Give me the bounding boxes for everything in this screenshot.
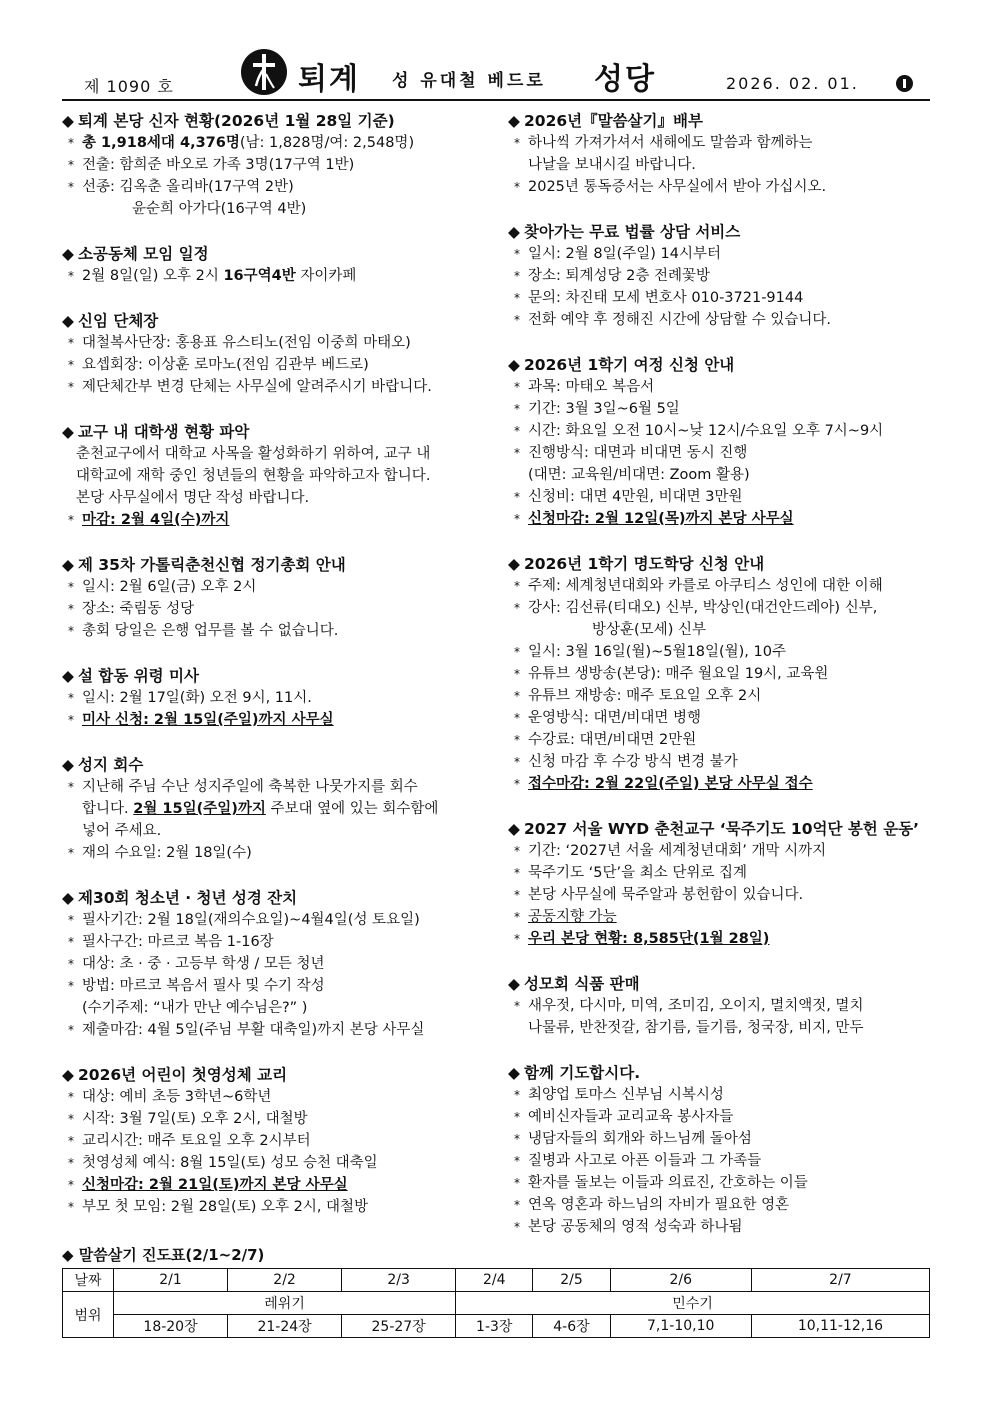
list-item: * 최양업 토마스 신부님 시복시성 bbox=[508, 1084, 938, 1106]
list-item: * 묵주기도 ‘5단’을 최소 단위로 집계 bbox=[508, 862, 938, 884]
list-item: * 우리 본당 현황: 8,585단(1월 28일) bbox=[508, 928, 938, 950]
list-item: * 과목: 마태오 복음서 bbox=[508, 376, 938, 398]
section-title: ◆ 퇴계 본당 신자 현황(2026년 1월 28일 기준) bbox=[62, 112, 395, 130]
table-cell-range: 18-20장 bbox=[114, 1315, 228, 1338]
section-bible-festival bbox=[62, 887, 492, 1041]
star-bullet-icon: * bbox=[514, 490, 520, 504]
star-bullet-icon: * bbox=[514, 777, 520, 791]
diamond-bullet-icon: ◆ bbox=[62, 1246, 79, 1264]
list-item: * 첫영성체 예식: 8월 15일(토) 성모 승천 대축일 bbox=[62, 1152, 492, 1174]
star-bullet-icon: * bbox=[68, 180, 74, 194]
page-number-icon bbox=[896, 75, 913, 92]
list-item: * 부모 첫 모임: 2월 28일(토) 오후 2시, 대철방 bbox=[62, 1196, 492, 1218]
star-bullet-icon: * bbox=[514, 866, 520, 880]
diamond-bullet-icon: ◆ bbox=[62, 245, 74, 263]
list-item-continued: 나물류, 반찬젓갈, 참기름, 들기름, 청국장, 비지, 만두 bbox=[528, 1020, 864, 1036]
table-cell-book: 민수기 bbox=[456, 1292, 930, 1315]
section-title: ◆ 2027 서울 WYD 춘천교구 ‘묵주기도 10억단 봉헌 운동’ bbox=[508, 820, 920, 838]
section-food-sale bbox=[508, 973, 938, 1039]
table-cell-range: 21-24장 bbox=[228, 1315, 342, 1338]
list-item: * 대철복사단장: 홍용표 유스티노(전임 이중희 마태오) bbox=[62, 332, 492, 354]
section-journey-course bbox=[508, 354, 938, 530]
section-title: ◆ 2026년 1학기 명도학당 신청 안내 bbox=[508, 555, 765, 573]
diamond-bullet-icon: ◆ bbox=[508, 820, 520, 838]
church-cross-logo-icon bbox=[240, 48, 288, 96]
star-bullet-icon: * bbox=[514, 711, 520, 725]
list-item-continued: 방상훈(모세) 신부 bbox=[592, 622, 706, 638]
left-column bbox=[62, 110, 492, 1241]
paragraph-line: 춘천교구에서 대학교 사목을 활성화하기 위하여, 교구 내 bbox=[76, 446, 431, 462]
list-item: * 총 1,918세대 4,376명(남: 1,828명/여: 2,548명) bbox=[62, 132, 492, 154]
list-item: * 필사기간: 2월 18일(재의수요일)~4월4일(성 토요일) bbox=[62, 909, 492, 931]
list-item: * 유튜브 생방송(본당): 매주 월요일 19시, 교육원 bbox=[508, 663, 938, 685]
section-parish-members bbox=[62, 110, 492, 220]
table-cell-date: 2/6 bbox=[610, 1269, 751, 1292]
star-bullet-icon: * bbox=[68, 1156, 74, 1170]
section-title: ◆ 성모회 식품 판매 bbox=[508, 975, 640, 993]
star-bullet-icon: * bbox=[68, 513, 74, 527]
list-item: * 장소: 죽림동 성당 bbox=[62, 598, 492, 620]
section-first-communion bbox=[62, 1064, 492, 1218]
list-item: * 2월 8일(일) 오후 2시 16구역4반 자이카페 bbox=[62, 265, 492, 287]
diamond-bullet-icon: ◆ bbox=[508, 223, 520, 241]
diamond-bullet-icon: ◆ bbox=[62, 423, 74, 441]
list-item-continued: (대면: 교육원/비대면: Zoom 활용) bbox=[528, 467, 750, 483]
list-item: * 총회 당일은 은행 업무를 볼 수 없습니다. bbox=[62, 620, 492, 642]
table-row bbox=[63, 1269, 930, 1292]
list-item: * 신청마감: 2월 21일(토)까지 본당 사무실 bbox=[62, 1174, 492, 1196]
list-item: * 지난해 주님 수난 성지주일에 축복한 나뭇가지를 회수 bbox=[62, 776, 492, 798]
star-bullet-icon: * bbox=[68, 1200, 74, 1214]
section-title: ◆ 2026년『말씀살기』배부 bbox=[508, 112, 703, 130]
list-item: * 예비신자들과 교리교육 봉사자들 bbox=[508, 1106, 938, 1128]
list-item: * 공동지향 가능 bbox=[508, 906, 938, 928]
list-item: * 필사구간: 마르코 복음 1-16장 bbox=[62, 931, 492, 953]
list-item: * 연옥 영혼과 하느님의 자비가 필요한 영혼 bbox=[508, 1194, 938, 1216]
section-credit-union-meeting bbox=[62, 554, 492, 642]
star-bullet-icon: * bbox=[514, 380, 520, 394]
star-bullet-icon: * bbox=[68, 269, 74, 283]
diamond-bullet-icon: ◆ bbox=[62, 1066, 74, 1084]
section-new-leaders bbox=[62, 310, 492, 398]
star-bullet-icon: * bbox=[68, 358, 74, 372]
list-item: * 하나씩 가져가셔서 새해에도 말씀과 함께하는 bbox=[508, 132, 938, 154]
star-bullet-icon: * bbox=[68, 580, 74, 594]
section-pray-together bbox=[508, 1062, 938, 1238]
list-item: * 질병과 사고로 아픈 이들과 그 가족들 bbox=[508, 1150, 938, 1172]
list-item: * 환자를 돌보는 이들과 의료진, 간호하는 이들 bbox=[508, 1172, 938, 1194]
star-bullet-icon: * bbox=[68, 1090, 74, 1104]
table-cell-range: 4-6장 bbox=[533, 1315, 610, 1338]
list-item: * 신청마감: 2월 12일(목)까지 본당 사무실 bbox=[508, 508, 938, 530]
section-university-students bbox=[62, 421, 492, 531]
list-item: * 냉담자들의 회개와 하느님께 돌아섬 bbox=[508, 1128, 938, 1150]
section-wyd-rosary bbox=[508, 818, 938, 950]
star-bullet-icon: * bbox=[68, 380, 74, 394]
star-bullet-icon: * bbox=[68, 136, 74, 150]
paragraph-line: 본당 사무실에서 명단 작성 바랍니다. bbox=[76, 490, 310, 506]
list-item: * 본당 공동체의 영적 성숙과 하나됨 bbox=[508, 1216, 938, 1238]
list-item: * 주제: 세계청년대회와 카를로 아쿠티스 성인에 대한 이해 bbox=[508, 575, 938, 597]
star-bullet-icon: * bbox=[514, 1198, 520, 1212]
paragraph-line: 대학교에 재학 중인 청년들의 현황을 파악하고자 합니다. bbox=[76, 468, 431, 484]
star-bullet-icon: * bbox=[514, 512, 520, 526]
star-bullet-icon: * bbox=[514, 1132, 520, 1146]
diamond-bullet-icon: ◆ bbox=[508, 975, 520, 993]
section-title: ◆ 2026년 어린이 첫영성체 교리 bbox=[62, 1066, 288, 1084]
diamond-bullet-icon: ◆ bbox=[508, 112, 520, 130]
list-item: * 강사: 김선류(티대오) 신부, 박상인(대건안드레아) 신부, bbox=[508, 597, 938, 619]
list-item: * 미사 신청: 2월 15일(주일)까지 사무실 bbox=[62, 709, 492, 731]
issue-number: 제 1090 호 bbox=[84, 77, 174, 96]
masthead bbox=[62, 44, 930, 100]
star-bullet-icon: * bbox=[514, 1154, 520, 1168]
right-column bbox=[508, 110, 938, 1261]
section-title: ◆ 설 합동 위령 미사 bbox=[62, 667, 200, 685]
section-small-community bbox=[62, 243, 492, 287]
star-bullet-icon: * bbox=[514, 446, 520, 460]
table-cell-date: 2/4 bbox=[456, 1269, 533, 1292]
section-title: ◆ 신임 단체장 bbox=[62, 312, 159, 330]
section-word-living-distribution bbox=[508, 110, 938, 198]
list-item-continued: 합니다. 2월 15일(주일)까지 주보대 옆에 있는 회수함에 bbox=[82, 801, 439, 817]
section-memorial-mass bbox=[62, 665, 492, 731]
star-bullet-icon: * bbox=[514, 645, 520, 659]
list-item: * 일시: 2월 8일(주일) 14시부터 bbox=[508, 243, 938, 265]
list-item-continued: (수기주제: “내가 만난 예수님은?” ) bbox=[82, 1000, 308, 1016]
list-item: * 마감: 2월 4일(수)까지 bbox=[62, 509, 492, 531]
table-cell-date: 2/2 bbox=[228, 1269, 342, 1292]
list-item: * 신청비: 대면 4만원, 비대면 3만원 bbox=[508, 486, 938, 508]
list-item: * 전화 예약 후 정해진 시간에 상담할 수 있습니다. bbox=[508, 309, 938, 331]
star-bullet-icon: * bbox=[514, 601, 520, 615]
reading-plan-table bbox=[62, 1268, 930, 1338]
star-bullet-icon: * bbox=[68, 691, 74, 705]
star-bullet-icon: * bbox=[514, 932, 520, 946]
star-bullet-icon: * bbox=[514, 269, 520, 283]
list-item: * 제출마감: 4월 5일(주님 부활 대축일)까지 본당 사무실 bbox=[62, 1019, 492, 1041]
diamond-bullet-icon: ◆ bbox=[62, 667, 74, 685]
star-bullet-icon: * bbox=[514, 1176, 520, 1190]
star-bullet-icon: * bbox=[68, 336, 74, 350]
star-bullet-icon: * bbox=[514, 313, 520, 327]
reading-plan-title: ◆ 말씀살기 진도표(2/1~2/7) bbox=[62, 1246, 265, 1264]
list-item: * 기간: 3월 3일~6월 5일 bbox=[508, 398, 938, 420]
list-item: * 시간: 화요일 오전 10시~낮 12시/수요일 오후 7시~9시 bbox=[508, 420, 938, 442]
star-bullet-icon: * bbox=[68, 602, 74, 616]
list-item-continued: 윤순희 아가다(16구역 4반) bbox=[132, 201, 307, 217]
list-item: * 대상: 초 · 중 · 고등부 학생 / 모든 청년 bbox=[62, 953, 492, 975]
star-bullet-icon: * bbox=[514, 888, 520, 902]
section-title: ◆ 성지 회수 bbox=[62, 756, 144, 774]
section-title: ◆ 찾아가는 무료 법률 상담 서비스 bbox=[508, 223, 741, 241]
star-bullet-icon: * bbox=[68, 957, 74, 971]
star-bullet-icon: * bbox=[68, 158, 74, 172]
list-item: * 운영방식: 대면/비대면 병행 bbox=[508, 707, 938, 729]
table-cell-date: 2/5 bbox=[533, 1269, 610, 1292]
title-patron: 성 유대철 베드로 bbox=[392, 71, 546, 91]
star-bullet-icon: * bbox=[514, 424, 520, 438]
list-item: * 일시: 2월 6일(금) 오후 2시 bbox=[62, 576, 492, 598]
star-bullet-icon: * bbox=[514, 291, 520, 305]
list-item: * 수강료: 대면/비대면 2만원 bbox=[508, 729, 938, 751]
star-bullet-icon: * bbox=[514, 1088, 520, 1102]
star-bullet-icon: * bbox=[68, 1112, 74, 1126]
list-item: * 교리시간: 매주 토요일 오후 2시부터 bbox=[62, 1130, 492, 1152]
table-row bbox=[63, 1292, 930, 1315]
star-bullet-icon: * bbox=[514, 689, 520, 703]
list-item: * 진행방식: 대면과 비대면 동시 진행 bbox=[508, 442, 938, 464]
table-cell-book: 레위기 bbox=[114, 1292, 456, 1315]
table-cell-date: 2/7 bbox=[751, 1269, 929, 1292]
diamond-bullet-icon: ◆ bbox=[62, 889, 74, 907]
star-bullet-icon: * bbox=[514, 136, 520, 150]
star-bullet-icon: * bbox=[68, 1178, 74, 1192]
star-bullet-icon: * bbox=[514, 402, 520, 416]
list-item: * 요셉회장: 이상훈 로마노(전임 김관부 베드로) bbox=[62, 354, 492, 376]
table-header-date: 날짜 bbox=[63, 1269, 114, 1292]
diamond-bullet-icon: ◆ bbox=[508, 356, 520, 374]
star-bullet-icon: * bbox=[514, 579, 520, 593]
star-bullet-icon: * bbox=[514, 755, 520, 769]
list-item: * 전출: 함희준 바오로 가족 3명(17구역 1반) bbox=[62, 154, 492, 176]
list-item: * 유튜브 재방송: 매주 토요일 오후 2시 bbox=[508, 685, 938, 707]
header-rule bbox=[62, 99, 930, 101]
star-bullet-icon: * bbox=[68, 846, 74, 860]
diamond-bullet-icon: ◆ bbox=[508, 1064, 520, 1082]
section-title: ◆ 2026년 1학기 여정 신청 안내 bbox=[508, 356, 735, 374]
star-bullet-icon: * bbox=[68, 1023, 74, 1037]
section-legal-consultation bbox=[508, 221, 938, 331]
table-cell-range: 10,11-12,16 bbox=[751, 1315, 929, 1338]
star-bullet-icon: * bbox=[514, 247, 520, 261]
list-item: * 대상: 예비 초등 3학년~6학년 bbox=[62, 1086, 492, 1108]
list-item: * 선종: 김옥춘 올리바(17구역 2반) bbox=[62, 176, 492, 198]
section-myeongdo-school bbox=[508, 553, 938, 795]
list-item: * 일시: 3월 16일(월)~5월18일(월), 10주 bbox=[508, 641, 938, 663]
star-bullet-icon: * bbox=[68, 935, 74, 949]
list-item: * 제단체간부 변경 단체는 사무실에 알려주시기 바랍니다. bbox=[62, 376, 492, 398]
star-bullet-icon: * bbox=[68, 624, 74, 638]
star-bullet-icon: * bbox=[68, 913, 74, 927]
title-church: 성당 bbox=[594, 62, 656, 97]
section-title: ◆ 교구 내 대학생 현황 파악 bbox=[62, 423, 250, 441]
section-title: ◆ 함께 기도합시다. bbox=[508, 1064, 641, 1082]
section-title: ◆ 제 35차 가톨릭춘천신협 정기총회 안내 bbox=[62, 556, 346, 574]
star-bullet-icon: * bbox=[514, 1220, 520, 1234]
star-bullet-icon: * bbox=[514, 910, 520, 924]
section-title: ◆ 소공동체 모임 일정 bbox=[62, 245, 209, 263]
list-item: * 신청 마감 후 수강 방식 변경 불가 bbox=[508, 751, 938, 773]
table-cell-range: 1-3장 bbox=[456, 1315, 533, 1338]
diamond-bullet-icon: ◆ bbox=[62, 556, 74, 574]
diamond-bullet-icon: ◆ bbox=[62, 312, 74, 330]
table-row bbox=[63, 1315, 930, 1338]
list-item: * 새우젓, 다시마, 미역, 조미김, 오이지, 멸치액젓, 멸치 bbox=[508, 995, 938, 1017]
section-palm-collection bbox=[62, 754, 492, 864]
star-bullet-icon: * bbox=[514, 667, 520, 681]
table-cell-range: 25-27장 bbox=[342, 1315, 456, 1338]
star-bullet-icon: * bbox=[514, 844, 520, 858]
star-bullet-icon: * bbox=[68, 1134, 74, 1148]
list-item: * 접수마감: 2월 22일(주일) 본당 사무실 접수 bbox=[508, 773, 938, 795]
star-bullet-icon: * bbox=[514, 1110, 520, 1124]
table-cell-date: 2/3 bbox=[342, 1269, 456, 1292]
table-cell-range: 7,1-10,10 bbox=[610, 1315, 751, 1338]
star-bullet-icon: * bbox=[68, 979, 74, 993]
list-item-continued: 넣어 주세요. bbox=[82, 823, 162, 839]
star-bullet-icon: * bbox=[514, 733, 520, 747]
list-item: * 2025년 통독증서는 사무실에서 받아 가십시오. bbox=[508, 176, 938, 198]
list-item: * 재의 수요일: 2월 18일(수) bbox=[62, 842, 492, 864]
list-item: * 일시: 2월 17일(화) 오전 9시, 11시. bbox=[62, 687, 492, 709]
list-item-continued: 나날을 보내시길 바랍니다. bbox=[528, 157, 696, 173]
star-bullet-icon: * bbox=[514, 180, 520, 194]
diamond-bullet-icon: ◆ bbox=[62, 756, 74, 774]
diamond-bullet-icon: ◆ bbox=[62, 112, 74, 130]
list-item: * 방법: 마르코 복음서 필사 및 수기 작성 bbox=[62, 975, 492, 997]
table-header-range: 범위 bbox=[63, 1292, 114, 1338]
star-bullet-icon: * bbox=[68, 780, 74, 794]
section-title: ◆ 제30회 청소년 · 청년 성경 잔치 bbox=[62, 889, 298, 907]
table-cell-date: 2/1 bbox=[114, 1269, 228, 1292]
diamond-bullet-icon: ◆ bbox=[508, 555, 520, 573]
issue-date: 2026. 02. 01. bbox=[726, 74, 859, 93]
list-item: * 본당 사무실에 묵주알과 봉헌함이 있습니다. bbox=[508, 884, 938, 906]
list-item: * 문의: 차진태 모세 변호사 010-3721-9144 bbox=[508, 287, 938, 309]
title-toegye: 퇴계 bbox=[298, 62, 360, 97]
list-item: * 장소: 퇴계성당 2층 전례꽃방 bbox=[508, 265, 938, 287]
list-item: * 시작: 3월 7일(토) 오후 2시, 대철방 bbox=[62, 1108, 492, 1130]
star-bullet-icon: * bbox=[68, 713, 74, 727]
star-bullet-icon: * bbox=[514, 999, 520, 1013]
list-item: * 기간: ‘2027년 서울 세계청년대회’ 개막 시까지 bbox=[508, 840, 938, 862]
